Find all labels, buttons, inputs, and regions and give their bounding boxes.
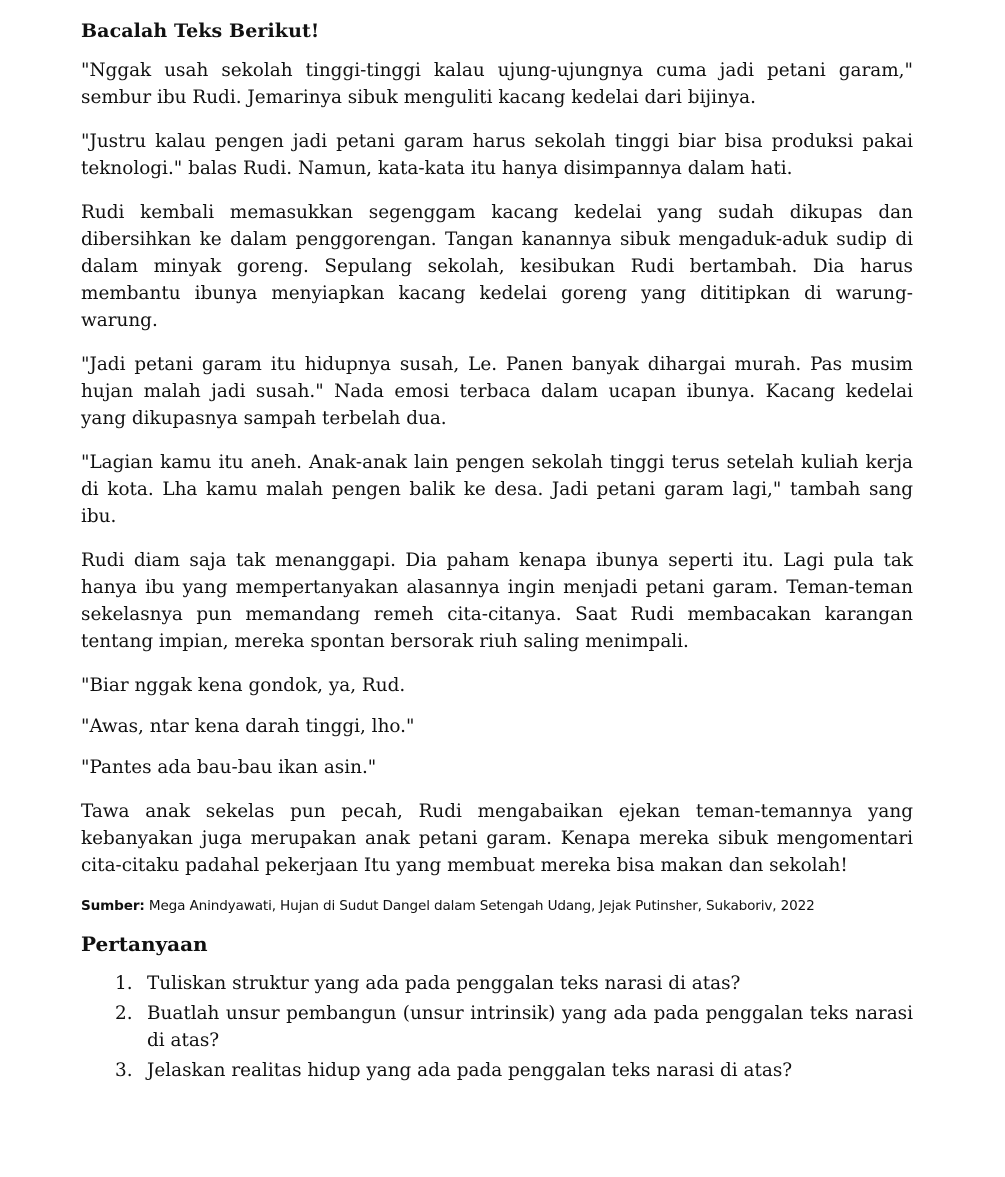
paragraph-4: "Jadi petani garam itu hidupnya susah, Le. Panen banyak dihargai murah. Pas musim hujan malah jadi susah." Nada emosi terbaca dalam ucapan ibunya. Kacang kedelai yang dikupasnya sampah terbelah dua. (81, 354, 913, 429)
document-heading: Bacalah Teks Berikut! (81, 20, 320, 42)
source-label: Sumber: (81, 898, 145, 914)
paragraph-9: "Pantes ada bau-bau ikan asin." (81, 757, 377, 778)
question-item (81, 1000, 913, 1055)
question-text: Buatlah unsur pembangun (unsur intrinsik) yang ada pada penggalan teks narasi di atas? (147, 1002, 913, 1051)
source-text: Mega Anindyawati, Hujan di Sudut Dangel dalam Setengah Udang, Jejak Putinsher, Sukaboriv, 2022 (148, 898, 815, 914)
paragraph-3: Rudi kembali memasukkan segenggam kacang kedelai yang sudah dikupas dan dibersihkan ke dalam penggorengan. Tangan kanannya sibuk mengaduk-aduk sudip di dalam minyak goreng. Sepulang sekolah, kesibukan Rudi bertambah. Dia harus membantu ibunya menyiapkan kacang kedelai goreng yang dititipkan di warung-warung. (81, 202, 913, 331)
paragraph-10: Tawa anak sekelas pun pecah, Rudi mengabaikan ejekan teman-temannya yang kebanyakan juga merupakan anak petani garam. Kenapa mereka sibuk mengomentari cita-citaku padahal pekerjaan Itu yang membuat mereka bisa makan dan sekolah! (81, 801, 913, 876)
paragraph-7: "Biar nggak kena gondok, ya, Rud. (81, 675, 406, 696)
questions-heading: Pertanyaan (81, 932, 208, 956)
document-page (81, 18, 913, 1086)
question-number: 1. (115, 973, 133, 994)
question-item (81, 1057, 913, 1085)
questions-list (81, 970, 913, 1084)
source-citation (81, 896, 913, 916)
question-number: 3. (115, 1059, 133, 1081)
question-number: 2. (115, 1002, 133, 1024)
question-text: Tuliskan struktur yang ada pada penggalan teks narasi di atas? (147, 973, 741, 994)
paragraph-1: "Nggak usah sekolah tinggi-tinggi kalau ujung-ujungnya cuma jadi petani garam," sembur ibu Rudi. Jemarinya sibuk menguliti kacang kedelai dari bijinya. (81, 60, 913, 108)
paragraph-5: "Lagian kamu itu aneh. Anak-anak lain pengen sekolah tinggi terus setelah kuliah kerja di kota. Lha kamu malah pengen balik ke desa. Jadi petani garam lagi," tambah sang ibu. (81, 452, 913, 527)
question-text: Jelaskan realitas hidup yang ada pada penggalan teks narasi di atas? (147, 1059, 793, 1081)
question-item (81, 970, 913, 998)
paragraph-2: "Justru kalau pengen jadi petani garam harus sekolah tinggi biar bisa produksi pakai teknologi." balas Rudi. Namun, kata-kata itu hanya disimpannya dalam hati. (81, 131, 913, 179)
paragraph-8: "Awas, ntar kena darah tinggi, lho." (81, 716, 415, 737)
paragraph-6: Rudi diam saja tak menanggapi. Dia paham kenapa ibunya seperti itu. Lagi pula tak hanya ibu yang mempertanyakan alasannya ingin menjadi petani garam. Teman-teman sekelasnya pun memandang remeh cita-citanya. Saat Rudi membacakan karangan tentang impian, mereka spontan bersorak riuh saling menimpali. (81, 550, 913, 652)
